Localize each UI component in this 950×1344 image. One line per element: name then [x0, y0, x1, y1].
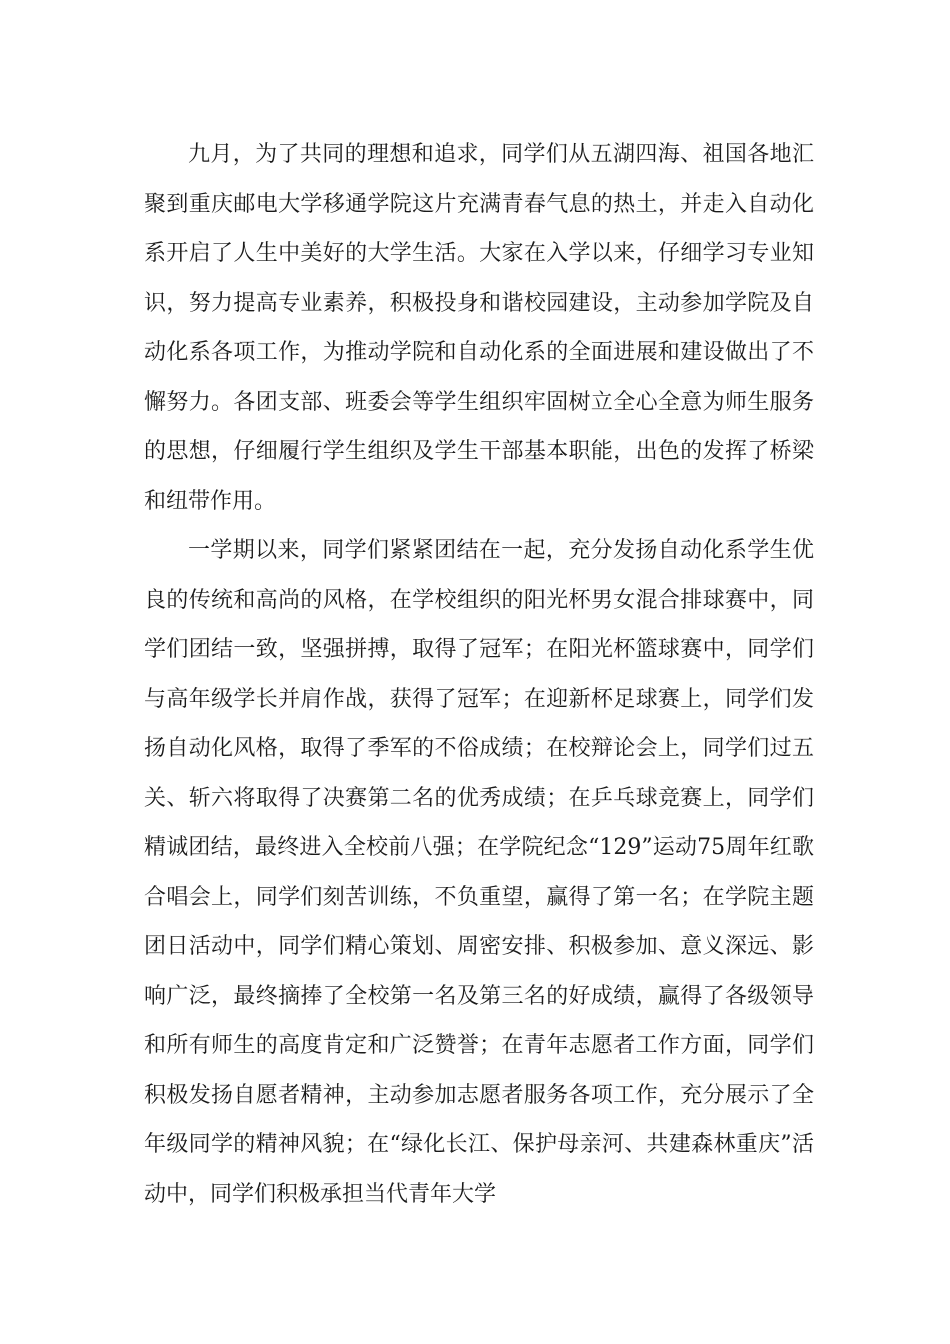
- paragraph-achievements: 一学期以来，同学们紧紧团结在一起，充分发扬自动化系学生优良的传统和高尚的风格，在学校组织的阳光杯男女混合排球赛中，同学们团结一致，坚强拼搏，取得了冠军；在阳光杯篮球赛中，同学们与高年级学长并肩作战，获得了冠军；在迎新杯足球赛上，同学们发扬自动化风格，取得了季军的不俗成绩；在校辩论会上，同学们过五关、斩六将取得了决赛第二名的优秀成绩；在乒乓球竞赛上，同学们精诚团结，最终进入全校前八强；在学院纪念“129”运动75周年红歌合唱会上，同学们刻苦训练，不负重望，赢得了第一名；在学院主题团日活动中，同学们精心策划、周密安排、积极参加、意义深远、影响广泛，最终摘捧了全校第一名及第三名的好成绩，赢得了各级领导和所有师生的高度肯定和广泛赞誉；在青年志愿者工作方面，同学们积极发扬自愿者精神，主动参加志愿者服务各项工作，充分展示了全年级同学的精神风貌；在“绿化长江、保护母亲河、共建森林重庆”活动中，同学们积极承担当代青年大学: [144, 538, 814, 1207]
- document-body: [144, 130, 814, 1219]
- paragraph-intro: 九月，为了共同的理想和追求，同学们从五湖四海、祖国各地汇聚到重庆邮电大学移通学院这片充满青春气息的热土，并走入自动化系开启了人生中美好的大学生活。大家在入学以来，仔细学习专业知识，努力提高专业素养，积极投身和谐校园建设，主动参加学院及自动化系各项工作，为推动学院和自动化系的全面进展和建设做出了不懈努力。各团支部、班委会等学生组织牢固树立全心全意为师生服务的思想，仔细履行学生组织及学生干部基本职能，出色的发挥了桥梁和纽带作用。: [144, 142, 814, 514]
